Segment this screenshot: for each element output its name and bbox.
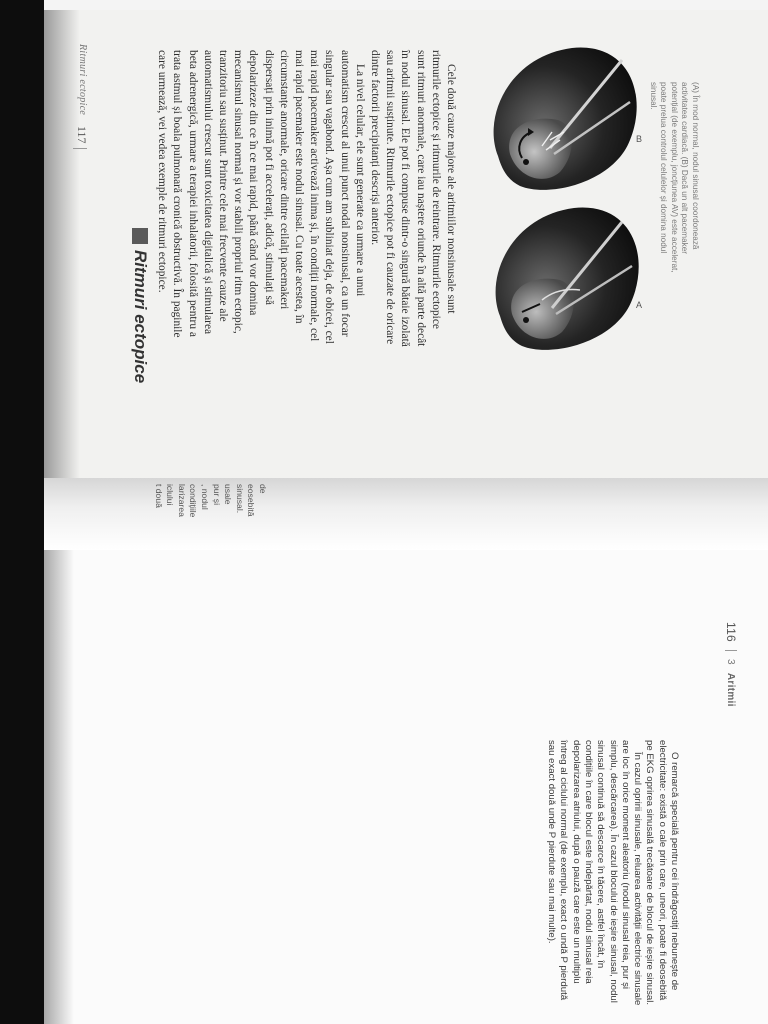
bleed-through-text	[152, 484, 268, 544]
figure-caption: (A) În mod normal, nodul sinusal coordonează activitatea cardiacă. (B) Dacă un alt pacemaker potențial (de exemplu, joncțiunea AV) este accelerat, poate prelua controlul celulelor și domina nodul sinusal.	[648, 82, 700, 273]
section-title-text: Ritmuri ectopice	[131, 250, 150, 384]
bleed-line: de	[258, 484, 268, 494]
header-rule	[73, 148, 87, 149]
figure-label-a: A	[636, 300, 643, 310]
bleed-line: pur și	[211, 484, 222, 506]
bleed-line: iclului	[165, 484, 176, 506]
chapter-number: 3	[725, 659, 737, 665]
figure-label-b: B	[636, 134, 643, 144]
heart-figure-b	[480, 36, 650, 206]
page-curl-shadow	[44, 10, 80, 478]
bleed-line: sinusal.	[234, 484, 245, 514]
lower-paragraph-2: În cazul opririi sinusale, reluarea activității electrice sinusale are loc în orice moment aleatoriu (nodul sinusal reia, pur și simplu, descărcarea). În cazul blocului de ieșire sinusal, nodul sinusal continuă să descarce în tăcere, astfel încât, în condițiile în care blocul este îndepărtat, nodul sinusal reia depolarizarea atriului, după o pauză care este un multiplu întreg al ciclului normal (de exemplu, exact o undă P pierdută sau exact două unde P pierdute sau mai multe).	[546, 740, 644, 1006]
page-number-117: 117	[75, 126, 89, 144]
bleed-line: , nodul	[200, 484, 211, 510]
chapter-title: Aritmii	[725, 672, 737, 707]
heart-figure-a	[482, 196, 652, 366]
scanner-edge-top	[44, 0, 768, 10]
lower-paragraph-1: O remarcă specială pentru cei îndrăgostiți nebunește de electricitate: există o cale prin care, uneori, poate fi deosebită pe EKG oprirea sinusală trecătoare de blocul de ieșire sinusal.	[644, 740, 680, 1006]
section-title-icon	[132, 228, 148, 244]
chapter-header	[724, 622, 738, 707]
bleed-line: t două	[153, 484, 164, 508]
page-curl-shadow	[44, 550, 74, 1024]
paragraph-2: La nivel celular, ele sunt generate ca urmare a unui automatism crescut al unui punct nodal nonsinusal, ca un focar singular sau vagabond. Așa cum am subliniat deja, de obicei, cel mai rapid pacemaker activează inima și, în condiții normale, cel mai rapid pacemaker este nodul sinusal. Cu toate acestea, în circumstanțe anormale, oricare dintre ceilalți pacemakeri dispersați prin inimă pot fi accelerați, adică, stimulați să depolarizeze din ce în ce mai rapid, până când vor domina mecanismul sinusal normal și vor stabili propriul ritm ectopic, tranzitoriu sau susținut. Printre cele mai frecvente cauze ale automatismului crescut sunt toxicitatea digitalică și stimularea beta adrenergică, urmare a terapiei inhalatorii, folosită pentru a trata astmul și boala pulmonară cronică obstructivă. În paginile care urmează, vei vedea exemple de ritmuri ectopice.	[156, 50, 366, 344]
bleed-line: condițiile	[188, 484, 199, 518]
bleed-line: usale	[223, 484, 234, 505]
bleed-line: larizarea	[176, 484, 187, 517]
paragraph-1: Cele două cauze majore ale aritmiilor nonsinusale sunt ritmurile ectopice și ritmurile de reintrare. Ritmurile ectopice sunt ritmuri anormale, care iau naștere oriunde în altă parte decât în nodul sinusal. Ele pot fi compuse dintr-o singură bătaie izolată sau aritmii susținute. Ritmurile ectopice pot fi cauzate de oricare dintre factorii precipitanți descriși anterior.	[368, 50, 457, 347]
page-number-116: 116	[724, 622, 738, 643]
body-text-column	[154, 50, 458, 350]
running-head: Ritmuri ectopice	[77, 44, 88, 116]
bleed-line: eosebită	[246, 484, 257, 517]
scanner-edge-left	[0, 0, 44, 1024]
header-rule	[725, 650, 737, 651]
lower-body-text-column	[545, 740, 680, 1006]
section-title	[130, 228, 150, 383]
